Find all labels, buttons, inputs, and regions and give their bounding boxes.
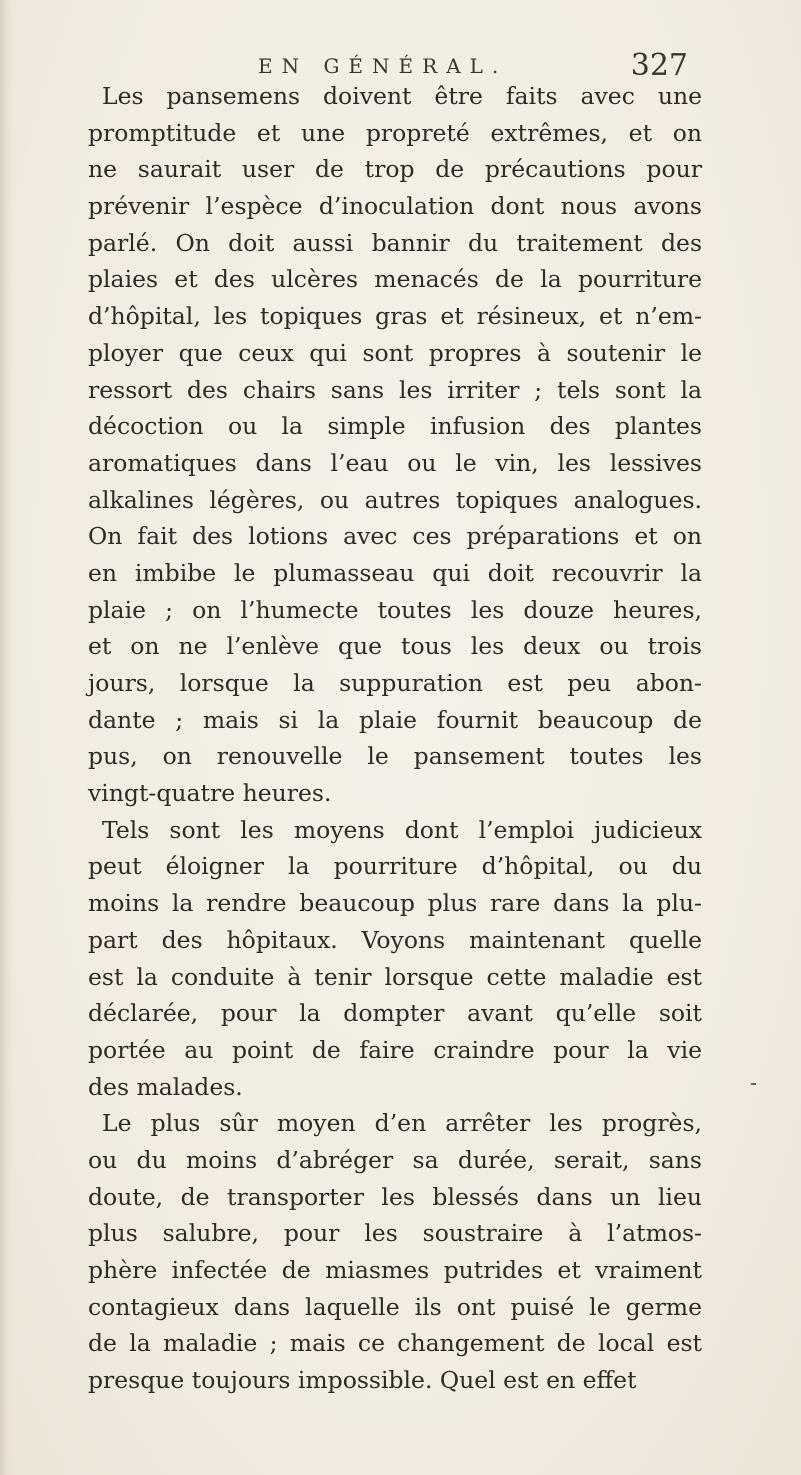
text-line: et on ne l’enlève que tous les deux ou trois <box>88 632 702 661</box>
text-line: portée au point de faire craindre pour la vie <box>88 1035 702 1064</box>
text-line: parlé. On doit aussi bannir du traitement des <box>88 228 702 257</box>
text-line: ployer que ceux qui sont propres à soutenir le <box>88 338 702 367</box>
text-line: Tels sont les moyens dont l’emploi judicieux <box>102 815 702 844</box>
text-line: jours, lorsque la suppuration est peu abon- <box>88 669 702 697</box>
text-line: promptitude et une propreté extrêmes, et on <box>88 118 702 147</box>
text-line: des malades. <box>88 1072 243 1101</box>
text-line: plaie ; on l’humecte toutes les douze heures, <box>88 595 702 624</box>
page-number: 327 <box>630 48 688 83</box>
body-text <box>88 78 702 1399</box>
text-line: de la maladie ; mais ce changement de local est <box>88 1329 702 1358</box>
text-line: doute, de transporter les blessés dans un lieu <box>88 1182 702 1211</box>
text-line: est la conduite à tenir lorsque cette maladie est <box>88 962 702 991</box>
text-line: alkalines légères, ou autres topiques analogues. <box>88 485 702 514</box>
text-line: prévenir l’espèce d’inoculation dont nous avons <box>88 192 702 221</box>
text-line: plus salubre, pour les soustraire à l’atmos- <box>88 1219 702 1248</box>
text-line: phère infectée de miasmes putrides et vraiment <box>88 1256 702 1284</box>
running-title: EN GÉNÉRAL. <box>258 54 508 78</box>
text-line: moins la rendre beaucoup plus rare dans la plu- <box>88 889 702 918</box>
text-line: en imbibe le plumasseau qui doit recouvrir la <box>88 558 702 587</box>
text-line: presque toujours impossible. Quel est en effet <box>88 1366 637 1395</box>
page-gutter-shadow <box>0 0 14 1475</box>
text-line: plaies et des ulcères menacés de la pourriture <box>88 265 702 294</box>
text-line: pus, on renouvelle le pansement toutes les <box>88 742 702 771</box>
text-line: déclarée, pour la dompter avant qu’elle soit <box>88 999 702 1028</box>
text-line: peut éloigner la pourriture d’hôpital, ou du <box>88 852 702 881</box>
text-line: d’hôpital, les topiques gras et résineux, et n’em- <box>88 302 702 331</box>
text-line: ressort des chairs sans les irriter ; tels sont la <box>88 375 702 404</box>
text-line: dante ; mais si la plaie fournit beaucoup de <box>88 705 702 734</box>
margin-mark <box>751 1083 756 1085</box>
text-line: contagieux dans laquelle ils ont puisé le germe <box>88 1292 702 1321</box>
text-line: ou du moins d’abréger sa durée, serait, sans <box>88 1145 702 1174</box>
text-line: aromatiques dans l’eau ou le vin, les lessives <box>88 448 702 477</box>
text-line: Les pansemens doivent être faits avec une <box>102 82 702 110</box>
text-line: ne saurait user de trop de précautions pour <box>88 155 702 184</box>
text-line: vingt-quatre heures. <box>88 779 332 808</box>
text-line: Le plus sûr moyen d’en arrêter les progrès, <box>102 1109 702 1138</box>
text-line: On fait des lotions avec ces préparations et on <box>88 522 702 551</box>
text-line: décoction ou la simple infusion des plantes <box>88 412 702 441</box>
text-line: part des hôpitaux. Voyons maintenant quelle <box>88 925 702 954</box>
